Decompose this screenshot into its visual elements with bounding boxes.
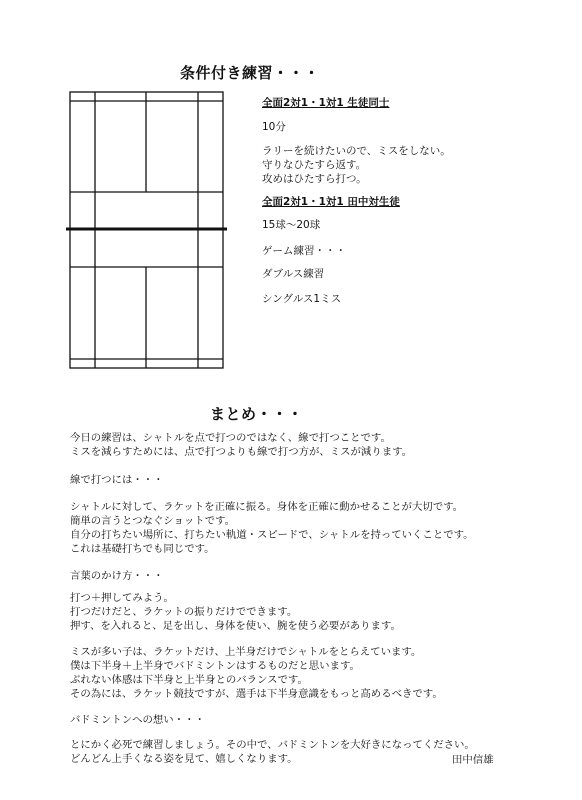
drill2-heading: 全面2対1・1対1 田中対生徒 [262,196,400,208]
summary-intro-line: 今日の練習は、シャトルを点で打つのではなく、線で打つことです。 [70,432,391,444]
miss-point: ぶれない体感は下半身と上半身とのバランスです。 [70,674,308,686]
drill1-time: 10分 [262,121,286,133]
drill1-heading: 全面2対1・1対1 生徒同士 [262,97,390,109]
drill1-line: 攻めはひたすら打つ。 [262,173,367,185]
summary-intro-line: ミスを減らすためには、点で打つよりも線で打つ方が、ミスが減ります。 [70,446,413,458]
drill2-item: 15球～20球 [262,219,321,231]
signature: 田中信雄 [452,754,494,766]
words-point: 打つ＋押してみよう。 [70,592,174,604]
thoughts-point: どんどん上手くなる姿を見て、嬉しくなります。 [70,753,298,765]
miss-point: 僕は下半身＋上半身でバドミントンはするものだと思います。 [70,660,360,672]
thoughts-section-heading: バドミントンへの想い・・・ [70,714,205,726]
words-point: 打つだけだと、ラケットの振りだけでできます。 [70,606,298,618]
drill2-item: ダブルス練習 [262,268,325,280]
line-section-heading: 線で打つには・・・ [70,474,164,486]
drill1-line: ラリーを続けたいので、ミスをしない。 [262,145,451,157]
page-title: 条件付き練習・・・ [180,64,320,82]
miss-point: その為には、ラケット競技ですが、選手は下半身意識をもっと高めるべきです。 [70,688,443,700]
miss-point: ミスが多い子は、ラケットだけ、上半身だけでシャトルをとらえています。 [70,646,422,658]
line-point: 簡単の言うとつなぐショットです。 [70,515,236,527]
thoughts-point: とにかく必死で練習しましょう。その中で、バドミントンを大好きになってください。 [70,739,475,751]
drill2-item: ゲーム練習・・・ [262,245,346,257]
line-point: これは基礎打ちでも同じです。 [70,543,215,555]
line-point: 自分の打ちたい場所に、打ちたい軌道・スピードで、シャトルを持っていくことです。 [70,529,474,541]
drill2-item: シングルス1ミス [262,293,342,305]
words-point: 押す、を入れると、足を出し、身体を使い、腕を使う必要があります。 [70,620,401,632]
drill1-line: 守りなひたすら返す。 [262,159,367,171]
line-point: シャトルに対して、ラケットを正確に振る。身体を正確に動かせることが大切です。 [70,501,464,513]
summary-title: まとめ・・・ [210,405,304,423]
words-section-heading: 言葉のかけ方・・・ [70,570,164,582]
